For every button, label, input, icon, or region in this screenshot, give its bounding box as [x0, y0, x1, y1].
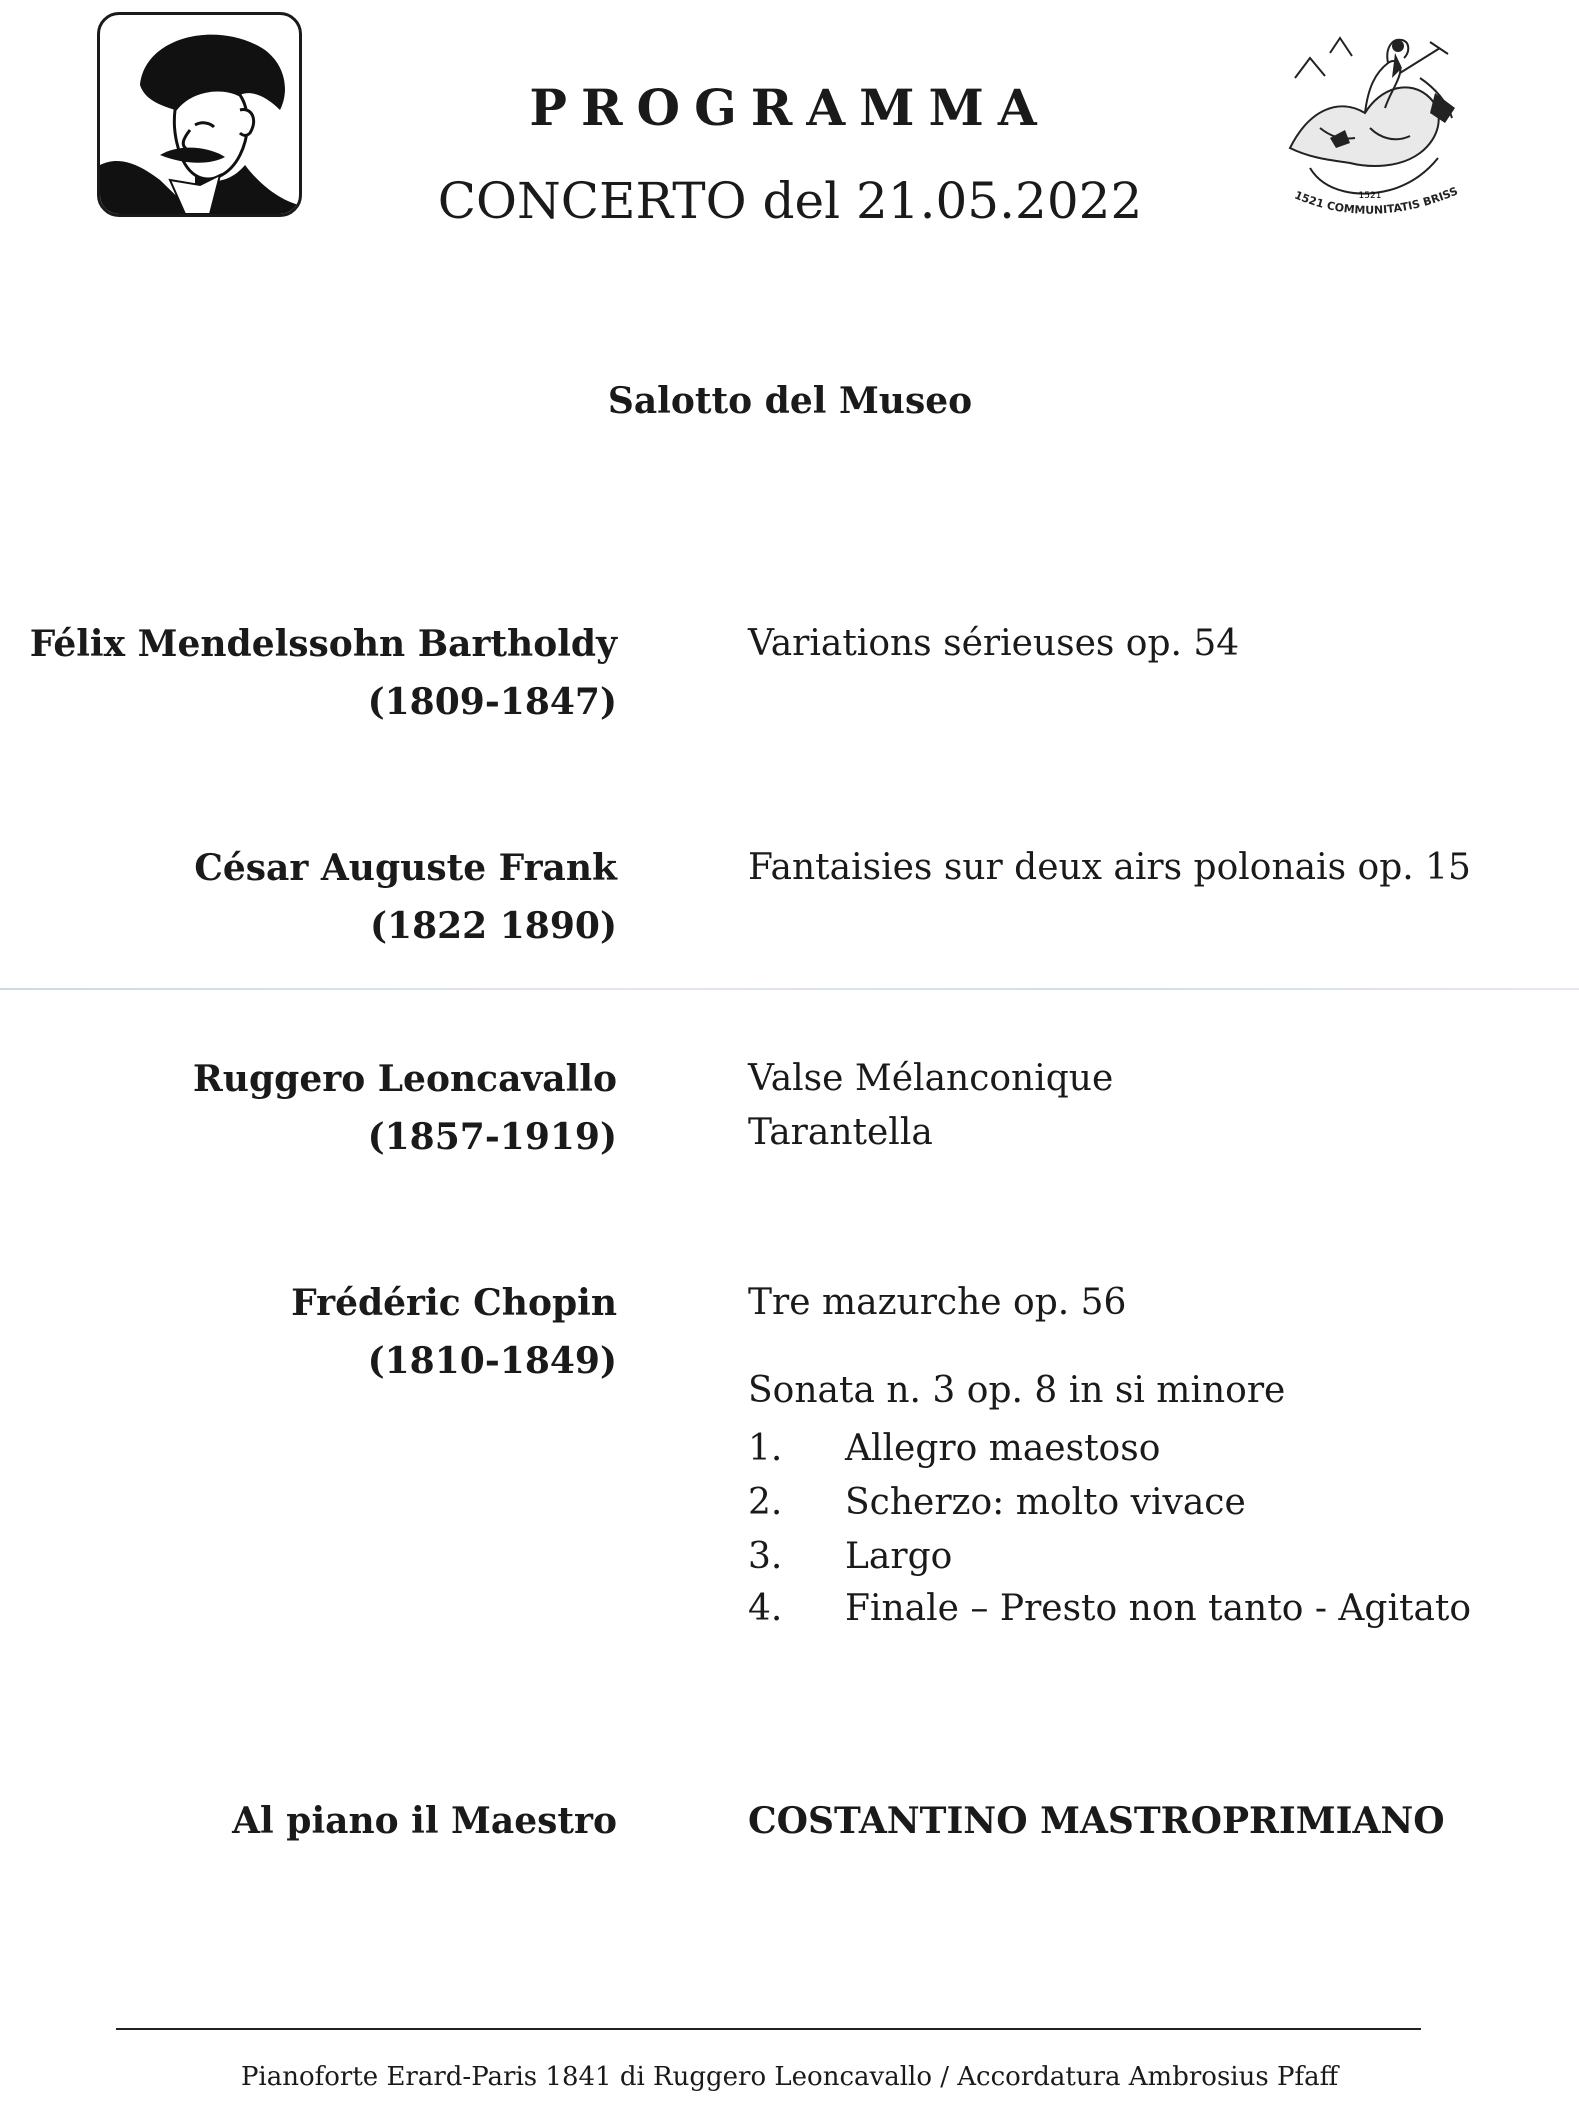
work-title: Valse Mélanconique [748, 1058, 1114, 1099]
work-title: Fantaisies sur deux airs polonais op. 15 [748, 847, 1471, 888]
movement-item [748, 1528, 952, 1586]
composer-name: Frédéric Chopin [291, 1282, 617, 1324]
seal-text: 1521 COMMUNITATIS BRISS [1292, 184, 1460, 217]
work-title: Variations sérieuses op. 54 [748, 623, 1240, 664]
composer-name: Ruggero Leoncavallo [192, 1058, 617, 1100]
movement-number: 3. [748, 1536, 783, 1577]
work-title: Sonata n. 3 op. 8 in si minore [748, 1370, 1286, 1411]
movement-number: 2. [748, 1482, 783, 1523]
composer-dates: (1822 1890) [370, 905, 617, 947]
movement-number: 1. [748, 1428, 783, 1469]
concert-date-title: CONCERTO del 21.05.2022 [437, 172, 1143, 230]
work-title: Tre mazurche op. 56 [748, 1282, 1127, 1323]
page-title: PROGRAMMA [529, 78, 1051, 137]
footer-divider [116, 2028, 1421, 2030]
movement-item [748, 1420, 1160, 1478]
paper-fold-line [0, 988, 1579, 990]
movement-title: Allegro maestoso [845, 1428, 1161, 1469]
movement-number: 4. [748, 1588, 783, 1629]
footer-note: Pianoforte Erard-Paris 1841 di Ruggero Leoncavallo / Accordatura Ambrosius Pfaff [240, 2062, 1339, 2092]
brissago-seal-logo [1270, 18, 1470, 233]
seal-year: 1521 [1358, 191, 1382, 201]
movement-title: Finale – Presto non tanto - Agitato [845, 1588, 1472, 1629]
composer-name: César Auguste Frank [194, 847, 617, 889]
composer-dates: (1810-1849) [367, 1340, 617, 1382]
performer-label: Al piano il Maestro [232, 1800, 617, 1842]
composer-name: Félix Mendelssohn Bartholdy [29, 623, 617, 665]
performer-name: COSTANTINO MASTROPRIMIANO [748, 1800, 1445, 1842]
caricature-logo [97, 12, 302, 217]
movement-title: Scherzo: molto vivace [845, 1482, 1246, 1523]
composer-dates: (1857-1919) [367, 1116, 617, 1158]
movement-item [748, 1580, 1471, 1638]
movement-item [748, 1474, 1246, 1532]
movement-title: Largo [845, 1536, 953, 1577]
work-title: Tarantella [748, 1112, 933, 1153]
venue-label: Salotto del Museo [607, 380, 973, 422]
composer-dates: (1809-1847) [367, 681, 617, 723]
